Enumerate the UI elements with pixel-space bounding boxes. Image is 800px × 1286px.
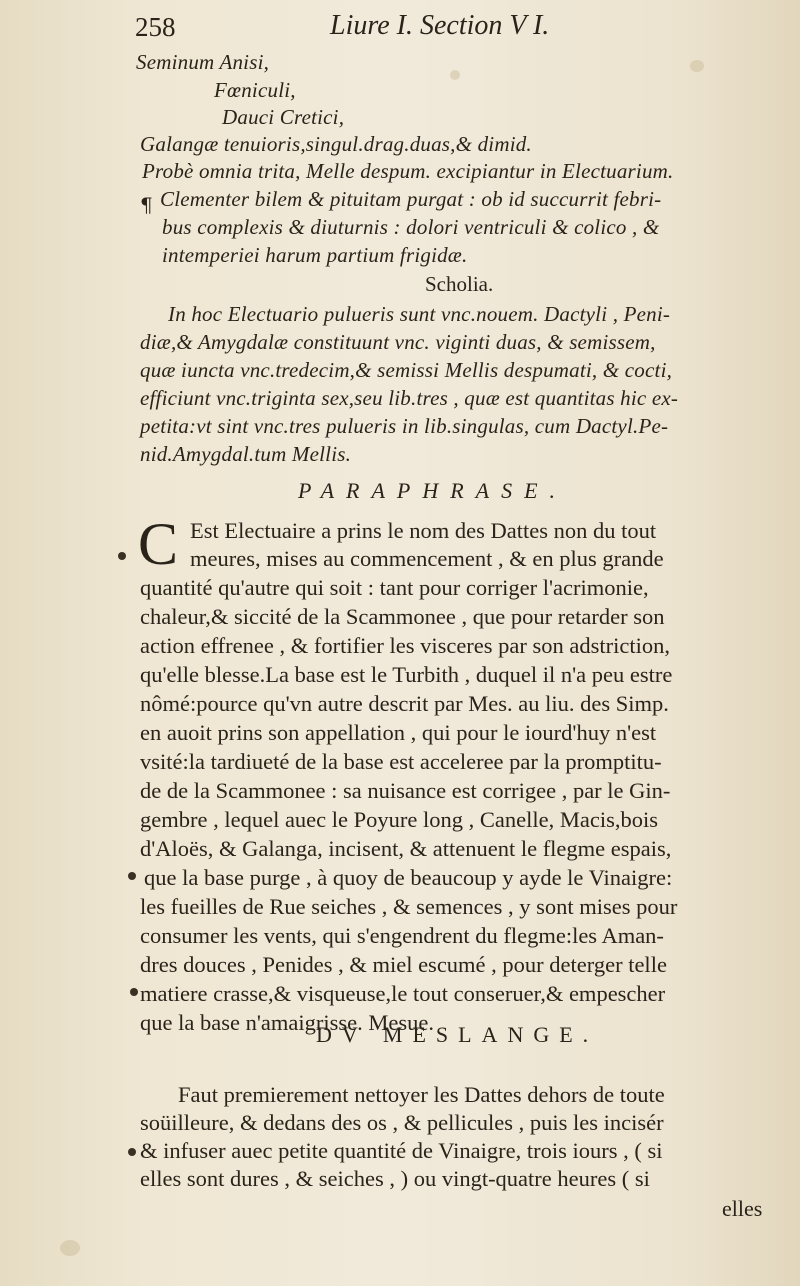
margin-mark bbox=[118, 552, 126, 560]
page-number: 258 bbox=[135, 12, 176, 42]
paraphrase-line: les fueilles de Rue seiches , & semences , y sont mises pour bbox=[140, 894, 678, 919]
pilcrow-mark: ¶ bbox=[140, 193, 153, 217]
paraphrase-line: Est Electuaire a prins le nom des Dattes non du tout bbox=[190, 518, 657, 543]
paraphrase-line: que la base purge , à quoy de beaucoup y ayde le Vinaigre: bbox=[144, 865, 673, 890]
recipe-line: Clementer bilem & pituitam purgat : ob id succurrit febri- bbox=[160, 187, 662, 211]
meslange-line: elles sont dures , & seiches , ) ou vingt-quatre heures ( si bbox=[140, 1166, 650, 1191]
paraphrase-line: de de la Scammonee : sa nuisance est corrigee , par le Gin- bbox=[140, 778, 671, 803]
scholia-line: petita:vt sint vnc.tres pulueris in lib.singulas, cum Dactyl.Pe- bbox=[140, 414, 669, 438]
catchword: elles bbox=[722, 1196, 763, 1221]
paraphrase-line: chaleur,& siccité de la Scammonee , que pour retarder son bbox=[140, 604, 665, 629]
paraphrase-line: matiere crasse,& visqueuse,le tout conseruer,& empescher bbox=[140, 981, 666, 1006]
paraphrase-line: d'Aloës, & Galanga, incisent, & attenuent le flegme espais, bbox=[140, 836, 672, 861]
paraphrase-line: en auoit prins son appellation , qui pour le iourd'huy n'est bbox=[140, 720, 657, 745]
paraphrase-line: gembre , lequel auec le Poyure long , Canelle, Macis,bois bbox=[140, 807, 658, 832]
recipe-line: Dauci Cretici, bbox=[222, 105, 345, 129]
paraphrase-line: nômé:pource qu'vn autre descrit par Mes. au liu. des Simp. bbox=[140, 691, 669, 716]
scholia-line: nid.Amygdal.tum Mellis. bbox=[140, 442, 352, 466]
paraphrase-line: quantité qu'autre qui soit : tant pour corriger l'acrimonie, bbox=[140, 575, 649, 600]
recipe-line: Probè omnia trita, Melle despum. excipiantur in Electuarium. bbox=[142, 159, 674, 183]
scholia-heading: Scholia. bbox=[425, 272, 494, 296]
margin-mark bbox=[130, 988, 138, 996]
scholia-line: efficiunt vnc.triginta sex,seu lib.tres , quæ est quantitas hic ex- bbox=[140, 386, 679, 410]
paraphrase-line: qu'elle blesse.La base est le Turbith , duquel il n'a peu estre bbox=[140, 662, 673, 687]
meslange-line: Faut premierement nettoyer les Dattes dehors de toute bbox=[178, 1082, 665, 1107]
paper-spot bbox=[60, 1240, 80, 1256]
paraphrase-line: consumer les vents, qui s'engendrent du flegme:les Aman- bbox=[140, 923, 664, 948]
running-title: Liure I. Section V I. bbox=[330, 10, 550, 41]
paraphrase-line: vsité:la tardiueté de la base est acceleree par la promptitu- bbox=[140, 749, 662, 774]
drop-cap: C bbox=[138, 511, 179, 577]
recipe-line: intemperiei harum partium frigidæ. bbox=[162, 243, 468, 267]
recipe-line: Galangæ tenuioris,singul.drag.duas,& dimid. bbox=[140, 132, 532, 156]
scholia-line: diæ,& Amygdalæ constituunt vnc. viginti duas, & semissem, bbox=[140, 330, 656, 354]
recipe-line: Seminum Anisi, bbox=[136, 50, 270, 74]
paper-spot bbox=[450, 70, 460, 80]
meslange-title: DV MESLANGE. bbox=[316, 1022, 599, 1047]
margin-mark bbox=[128, 1148, 136, 1156]
paper-spot bbox=[690, 60, 704, 72]
margin-mark bbox=[128, 872, 136, 880]
page-header bbox=[0, 8, 800, 48]
meslange-line: soüilleure, & dedans des os , & pellicules , puis les incisér bbox=[140, 1110, 664, 1135]
paraphrase-line: que la base n'amaigrisse. Mesue. bbox=[140, 1010, 434, 1035]
scholia-line: In hoc Electuario pulueris sunt vnc.nouem. Dactyli , Peni- bbox=[168, 302, 671, 326]
recipe-line: bus complexis & diuturnis : dolori ventriculi & colico , & bbox=[162, 215, 660, 239]
paraphrase-title: PARAPHRASE. bbox=[298, 478, 568, 503]
scholia-line: quæ iuncta vnc.tredecim,& semissi Mellis despumati, & cocti, bbox=[140, 358, 673, 382]
paraphrase-line: dres douces , Penides , & miel escumé , pour deterger telle bbox=[140, 952, 667, 977]
meslange-line: & infuser auec petite quantité de Vinaigre, trois iours , ( si bbox=[140, 1138, 663, 1163]
paraphrase-line: meures, mises au commencement , & en plus grande bbox=[190, 546, 664, 571]
paraphrase-line: action effrenee , & fortifier les visceres par son adstriction, bbox=[140, 633, 671, 658]
recipe-line: Fœniculi, bbox=[214, 78, 296, 102]
